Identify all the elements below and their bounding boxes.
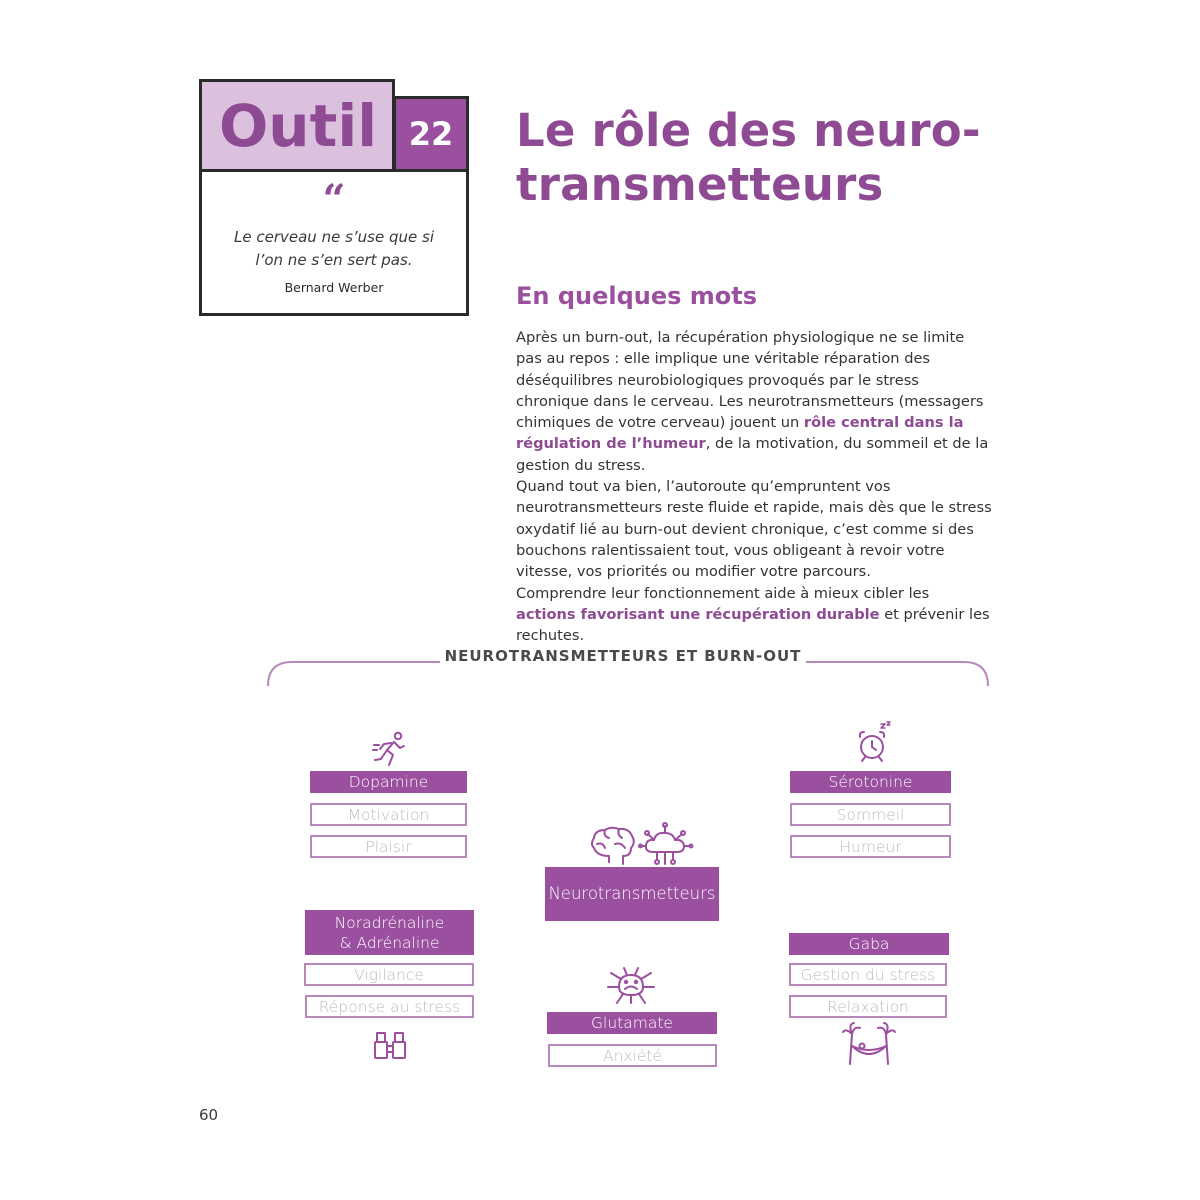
page-title-line-2: transmetteurs bbox=[516, 158, 884, 211]
page-title-line-1: Le rôle des neuro- bbox=[516, 104, 981, 157]
section-heading: En quelques mots bbox=[516, 282, 758, 310]
dopamine-item-motivation: Motivation bbox=[310, 803, 467, 826]
glutamate-label: Glutamate bbox=[547, 1012, 717, 1034]
noradrenaline-item-reponse-stress: Réponse au stress bbox=[305, 995, 474, 1018]
p1-text-b: , de la motivation, du sommeil et de la gestion du stress. bbox=[516, 435, 989, 474]
quote-mark: “ bbox=[322, 176, 346, 223]
noradrenaline-label-line-1: Noradrénaline bbox=[334, 913, 445, 932]
paragraph-3 bbox=[516, 583, 992, 647]
quote-author: Bernard Werber bbox=[284, 280, 384, 295]
quote-line-1: Le cerveau ne s’use que si bbox=[234, 228, 434, 246]
binoculars-icon bbox=[373, 1030, 407, 1060]
center-neurotransmetteurs: Neurotransmetteurs bbox=[545, 867, 719, 921]
tool-number: 22 bbox=[393, 96, 469, 172]
serotonine-label: Sérotonine bbox=[790, 771, 951, 793]
p3-text-b: et prévenir les rechutes. bbox=[516, 605, 990, 645]
network-cloud-icon bbox=[639, 822, 693, 866]
page-number: 60 bbox=[199, 1106, 219, 1124]
body-text bbox=[516, 327, 992, 646]
tool-word: Outil bbox=[219, 92, 378, 160]
dopamine-label: Dopamine bbox=[310, 771, 467, 793]
noradrenaline-item-vigilance: Vigilance bbox=[304, 963, 474, 986]
gaba-label: Gaba bbox=[789, 933, 949, 955]
p1-text-a: Après un burn-out, la récupération physiologique ne se limite pas au repos : elle implique une véritable réparation des déséquilibres neurobiologiques provoqués par le stress chronique dans le cerveau. Les neurotransmetteurs (messagers chimiques de votre cerveau) jouent un bbox=[516, 329, 984, 432]
gaba-item-relaxation: Relaxation bbox=[789, 995, 947, 1018]
noradrenaline-label-line-2: & Adrénaline bbox=[339, 933, 440, 952]
p3-highlight: actions favorisant une récupération durable bbox=[516, 605, 880, 623]
gaba-item-gestion-stress: Gestion du stress bbox=[789, 963, 947, 986]
glutamate-item-anxiete: Anxiété bbox=[548, 1044, 717, 1067]
running-person-icon bbox=[372, 731, 406, 769]
anxious-face-icon bbox=[605, 965, 657, 1005]
p3-text-a: Comprendre leur fonctionnement aide à mieux cibler les bbox=[516, 584, 930, 602]
dopamine-item-plaisir: Plaisir bbox=[310, 835, 467, 858]
serotonine-item-humeur: Humeur bbox=[790, 835, 951, 858]
hammock-icon bbox=[842, 1022, 896, 1066]
brain-icon bbox=[589, 826, 637, 866]
alarm-clock-icon bbox=[855, 721, 895, 763]
page-title bbox=[516, 104, 1016, 212]
quote-text bbox=[205, 226, 463, 272]
serotonine-item-sommeil: Sommeil bbox=[790, 803, 951, 826]
paragraph-2: Quand tout va bien, l’autoroute qu’empruntent vos neurotransmetteurs reste fluide et rapide, mais dès que le stress oxydatif lié au burn-out devient chronique, c’est comme si des bouchons ralentissaient tout, vous obligeant à revoir votre vitesse, vos priorités ou modifier votre parcours. bbox=[516, 478, 992, 581]
quote-line-2: l’on ne s’en sert pas. bbox=[255, 251, 413, 269]
diagram-title: NEUROTRANSMETTEURS ET BURN-OUT bbox=[440, 647, 806, 665]
paragraph-1 bbox=[516, 327, 992, 476]
noradrenaline-label bbox=[305, 910, 474, 955]
p1-highlight: rôle central dans la régulation de l’humeur bbox=[516, 414, 964, 453]
